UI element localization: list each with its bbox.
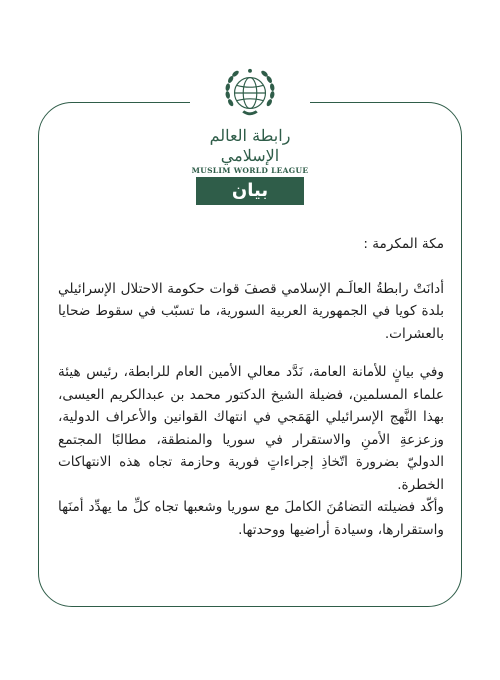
- statement-body: [58, 233, 444, 541]
- paragraph-condemnation: أدانَتْ رابطةُ العالَـم الإسلامي قصفَ قوات حكومة الاحتلال الإسرائيلي بلدة كويا في الجمهورية العربية السورية، ما تسبّب في سقوط ضحايا بالعشرات.: [58, 280, 444, 342]
- salutation: مكة المكرمة :: [363, 236, 444, 252]
- logo-block: [190, 58, 310, 182]
- statement-badge: بيان: [196, 177, 304, 205]
- globe-wreath-emblem-icon: [221, 64, 279, 122]
- paragraph-statement: وفي بيانٍ للأمانة العامة، نَدَّد معالي الأمين العام للرابطة، رئيس هيئة علماء المسلمين، فضيلة الشيخ الدكتور محمد بن عبدالكريم العيسى، بهذا النَّهج الإسرائيلي الهَمَجي في انتهاك القوانين والأعراف الدولية، وزعزعةِ الأمنِ والاستقرار في سوريا والمنطقة، مطالبًا المجتمع الدوليّ بضرورة اتّخاذِ إجراءاتٍ فورية وحازمة تجاه هذه الانتهاكات الخطرة.: [58, 364, 444, 493]
- org-name-arabic: رابطة العالم الإسلامي: [209, 126, 291, 165]
- paragraph-solidarity: وأكّد فضيلته التضامُنَ الكاملَ مع سوريا وشعبها تجاه كلِّ ما يهدِّد أمنَها واستقرارها، وسيادة أراضيها ووحدتها.: [58, 499, 444, 538]
- org-name-english: MUSLIM WORLD LEAGUE: [191, 166, 309, 175]
